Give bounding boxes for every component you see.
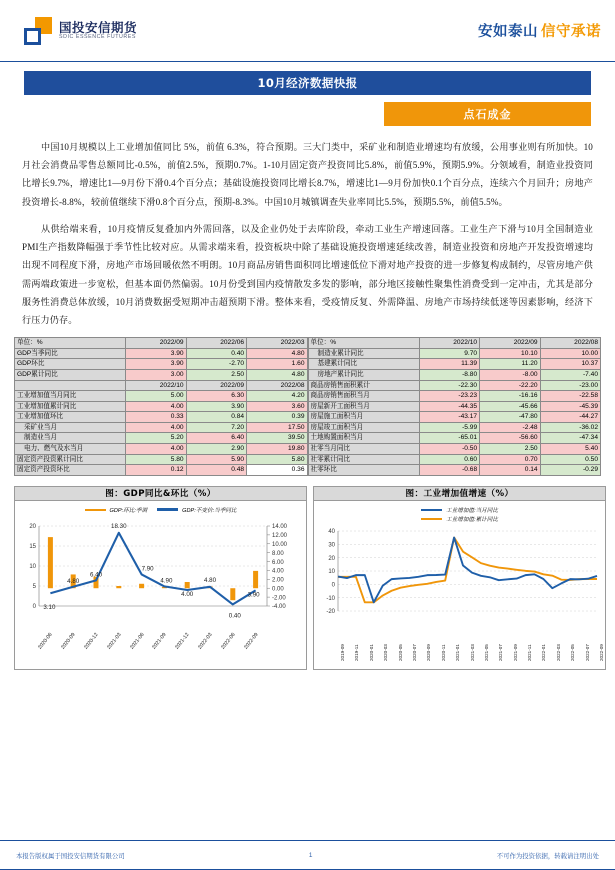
table-cell-value: -23.00 xyxy=(540,380,600,391)
table-row xyxy=(15,348,308,359)
table-cell-value: -2.70 xyxy=(186,359,246,370)
paragraph-2: 从供给端来看，10月疫情反复叠加内外需回落，以及企业仍处于去库阶段，牵动工业生产增速回落。工业生产下滑与10月全国制造业PMI生产指数降幅强于季节性比较对应。从需求端来看，投资板块中除了基础设施投资增速延续改善，制造业投资和房地产开发投资增速均出现不同程度下滑，房地产市场回暖依然不明朗。10月商品房销售面积同比增速低位下滑对地产投资的进一步修复构成制约，尽管房地产供需两端政策进一步宽松，但基本面仍然偏弱。10月份受到国内疫情散发多发的影响，部分地区接触性聚集性消费受到一定冲击，尤其是部分服务性消费总体放缓，10月消费数据受短期冲击超预期下滑。整体来看，受疫情反复、外需降温、房地产市场持续低迷等因素影响，经济下行压力仍存。 xyxy=(22,223,593,325)
chart-industrial-xtick: 2021-07 xyxy=(498,643,504,661)
table-column-header: 2022/09 xyxy=(186,380,246,391)
svg-text:2.00: 2.00 xyxy=(272,577,284,584)
table-cell-value: 4.80 xyxy=(247,369,307,380)
table-row-label: 房屋竣工面积当月 xyxy=(308,422,419,433)
chart-industrial-svg xyxy=(314,523,605,627)
svg-text:-10: -10 xyxy=(326,595,335,602)
table-row xyxy=(15,422,308,433)
table-cell-value: 3.90 xyxy=(186,401,246,412)
page-header xyxy=(0,0,615,62)
chart-industrial-xtick: 2021-05 xyxy=(483,643,489,661)
table-cell-value: 5.00 xyxy=(126,391,186,402)
table-row-label: 房屋新开工面积当月 xyxy=(308,401,419,412)
table-row-label: 采矿业当月 xyxy=(15,422,126,433)
table-cell-value: 0.40 xyxy=(186,348,246,359)
table-header-row xyxy=(15,338,308,349)
chart-industrial-xtick: 2020-11 xyxy=(440,644,446,661)
table-cell-value: 0.36 xyxy=(247,465,307,476)
chart-industrial-xtick: 2021-09 xyxy=(512,643,518,661)
table-row xyxy=(308,465,601,476)
data-tables xyxy=(14,337,601,476)
svg-text:0: 0 xyxy=(331,582,335,589)
table-column-header: 2022/08 xyxy=(540,338,600,349)
legend-item-gdp-yoy xyxy=(157,506,236,514)
chart-industrial-xtick: 2020-05 xyxy=(397,643,403,661)
legend-label-ind-mom: 工业增加值:当月同比 xyxy=(446,507,498,514)
table-header-row xyxy=(308,338,601,349)
table-unit-label: 单位：% xyxy=(308,338,419,349)
chart-gdp-legend xyxy=(15,506,306,514)
table-row-label: 固定资产投资环比 xyxy=(15,465,126,476)
paragraph-1: 中国10月规模以上工业增加值同比 5%，前值 6.3%，符合预期。三大门类中，采矿业和制造业增速均有放缓，公用事业则有所加快。10月社会消费品零售总额同比-0.5%，前值2.5%，预期0.7%。1-10月固定资产投资同比5.8%，前值5.9%，预期5.9%。分领域看，制造业投资同比增长9.7%，增速比1—9月份下滑0.4个百分点；基础设施投资同比增长8.7%，增速比1—9月份加快0.1个百分点，连续六个月回升；房地产投资增长-8.8%，较前值继续下滑0.8个百分点，预期-8.3%。中国10月城镇调查失业率同比5.5%，预期5.5%，前值5.5%。 xyxy=(22,142,593,207)
article-body xyxy=(22,138,593,329)
table-unit-label xyxy=(15,380,126,391)
svg-text:14.00: 14.00 xyxy=(272,524,288,531)
chart-industrial-xtick: 2019-11 xyxy=(354,644,360,661)
table-column-header: 2022/10 xyxy=(126,380,186,391)
table-cell-value: 3.90 xyxy=(126,348,186,359)
slogan-right: 信守承诺 xyxy=(541,24,601,40)
logo-mark-icon xyxy=(24,17,52,45)
table-cell-value: 2.50 xyxy=(186,369,246,380)
table-row xyxy=(15,433,308,444)
table-cell-value: -44.27 xyxy=(540,412,600,423)
svg-text:18.30: 18.30 xyxy=(111,522,127,530)
chart-industrial-xtick: 2020-09 xyxy=(426,643,432,661)
legend-swatch-blue-icon xyxy=(157,508,178,511)
table-cell-value: 0.12 xyxy=(126,465,186,476)
svg-text:10.00: 10.00 xyxy=(272,541,288,548)
table-right-wrap xyxy=(308,337,602,476)
table-row xyxy=(308,359,601,370)
svg-text:20: 20 xyxy=(328,555,335,562)
table-cell-value: -8.00 xyxy=(480,369,540,380)
table-cell-value: 5.20 xyxy=(126,433,186,444)
logo-name-en: SDIC ESSENCE FUTURES xyxy=(59,33,136,40)
table-row xyxy=(15,369,308,380)
svg-text:30: 30 xyxy=(328,542,335,549)
table-cell-value: -47.34 xyxy=(540,433,600,444)
table-row-label: 社零累计同比 xyxy=(308,454,419,465)
table-row xyxy=(308,391,601,402)
chart-industrial-xtick: 2020-03 xyxy=(383,643,389,661)
table-cell-value: 3.60 xyxy=(247,401,307,412)
gold-bar-row xyxy=(24,102,591,126)
chart-industrial-xtick: 2022-05 xyxy=(570,643,576,661)
table-row-label: 电力、燃气及水当月 xyxy=(15,444,126,455)
svg-text:8.00: 8.00 xyxy=(272,550,284,557)
svg-text:6.40: 6.40 xyxy=(89,571,103,579)
chart-industrial-xaxis-labels xyxy=(314,627,605,667)
svg-text:12.00: 12.00 xyxy=(272,532,288,539)
svg-text:3.90: 3.90 xyxy=(247,591,260,599)
chart-industrial-xtick: 2022-03 xyxy=(555,643,561,661)
chart-gdp-xtick: 2022-06 xyxy=(219,631,237,651)
table-cell-value: -44.35 xyxy=(419,401,479,412)
table-column-header: 2022/09 xyxy=(126,338,186,349)
table-row xyxy=(15,454,308,465)
table-cell-value: 0.48 xyxy=(186,465,246,476)
svg-text:4.90: 4.90 xyxy=(160,577,173,585)
table-cell-value: 0.84 xyxy=(186,412,246,423)
chart-industrial-xtick: 2021-03 xyxy=(469,643,475,661)
table-cell-value: 4.20 xyxy=(247,391,307,402)
svg-text:40: 40 xyxy=(328,529,335,536)
table-cell-value: -65.01 xyxy=(419,433,479,444)
header-slogan xyxy=(478,20,601,41)
table-cell-value: -36.02 xyxy=(540,422,600,433)
table-row-label: 社零当月同比 xyxy=(308,444,419,455)
table-row-label: 制造业累计同比 xyxy=(308,348,419,359)
table-cell-value: -45.66 xyxy=(480,401,540,412)
chart-gdp-xtick: 2021-09 xyxy=(151,631,168,651)
table-cell-value: 0.60 xyxy=(419,454,479,465)
svg-text:0.40: 0.40 xyxy=(228,612,241,620)
svg-text:20: 20 xyxy=(29,524,36,531)
legend-swatch-orange-icon xyxy=(85,509,106,512)
chart-gdp-xtick: 2021-06 xyxy=(128,631,146,651)
chart-industrial-xtick: 2020-01 xyxy=(368,643,374,661)
table-row-label: 商品房销售面积累计 xyxy=(308,380,419,391)
table-cell-value: 2.50 xyxy=(480,444,540,455)
table-cell-value: 6.40 xyxy=(186,433,246,444)
table-column-header: 2022/03 xyxy=(247,338,307,349)
table-cell-value: -22.58 xyxy=(540,391,600,402)
table-cell-value: 5.40 xyxy=(540,444,600,455)
table-cell-value: -0.68 xyxy=(419,465,479,476)
table-row-label: 工业增加值当月同比 xyxy=(15,391,126,402)
table-row-label: 工业增加值环比 xyxy=(15,412,126,423)
table-row-label: GDP当季同比 xyxy=(15,348,126,359)
table-cell-value: 5.90 xyxy=(186,454,246,465)
table-cell-value: 4.80 xyxy=(247,348,307,359)
page-footer xyxy=(0,840,615,870)
table-cell-value: -8.80 xyxy=(419,369,479,380)
chart-gdp-xtick: 2020-09 xyxy=(60,631,77,651)
company-logo xyxy=(24,17,137,45)
table-row-label: GDP累计同比 xyxy=(15,369,126,380)
table-row xyxy=(308,369,601,380)
table-left xyxy=(14,337,308,476)
chart-industrial-xtick: 2022-07 xyxy=(584,643,590,661)
chart-gdp xyxy=(14,486,307,670)
table-cell-value: 1.60 xyxy=(247,359,307,370)
table-row-label: GDP环比 xyxy=(15,359,126,370)
table-row xyxy=(308,348,601,359)
svg-text:4.80: 4.80 xyxy=(203,576,217,584)
table-cell-value: 4.00 xyxy=(126,444,186,455)
legend-label-gdp-yoy: GDP:不变价:当季同比 xyxy=(182,507,237,514)
legend-label-gdp-qoq: GDP:环比:季调 xyxy=(109,507,148,514)
logo-text xyxy=(59,21,137,41)
legend-item-ind-mom xyxy=(421,506,498,514)
table-cell-value: -2.48 xyxy=(480,422,540,433)
table-left-wrap xyxy=(14,337,308,476)
table-cell-value: -0.50 xyxy=(419,444,479,455)
table-row-label: 社零环比 xyxy=(308,465,419,476)
chart-industrial-xtick: 2021-01 xyxy=(455,643,461,661)
svg-text:4.00: 4.00 xyxy=(181,590,194,598)
legend-swatch-blue-icon xyxy=(421,509,442,512)
table-cell-value: 39.50 xyxy=(247,433,307,444)
chart-industrial-xtick: 2020-07 xyxy=(411,643,417,661)
table-cell-value: 19.80 xyxy=(247,444,307,455)
table-column-header: 2022/08 xyxy=(247,380,307,391)
table-cell-value: 4.00 xyxy=(126,401,186,412)
legend-item-gdp-qoq xyxy=(85,506,148,514)
table-cell-value: -43.17 xyxy=(419,412,479,423)
table-cell-value: -56.60 xyxy=(480,433,540,444)
svg-text:-20: -20 xyxy=(326,609,335,616)
table-cell-value: 5.80 xyxy=(126,454,186,465)
table-cell-value: -5.99 xyxy=(419,422,479,433)
table-row xyxy=(15,465,308,476)
table-row xyxy=(308,401,601,412)
table-cell-value: -16.16 xyxy=(480,391,540,402)
charts-row xyxy=(14,486,604,670)
table-cell-value: -45.39 xyxy=(540,401,600,412)
table-cell-value: 6.30 xyxy=(186,391,246,402)
chart-industrial-xtick: 2019-09 xyxy=(340,643,345,661)
table-row-label: 工业增加值累计同比 xyxy=(15,401,126,412)
table-row-label: 商品房销售面积当月 xyxy=(308,391,419,402)
chart-gdp-xtick: 2020-06 xyxy=(37,631,54,651)
svg-text:6.00: 6.00 xyxy=(272,559,284,566)
table-cell-value: 9.70 xyxy=(419,348,479,359)
chart-gdp-xtick: 2022-03 xyxy=(197,631,214,651)
table-cell-value: -22.20 xyxy=(480,380,540,391)
chart-gdp-xaxis-labels xyxy=(15,624,306,664)
chart-gdp-xtick: 2021-03 xyxy=(105,631,123,651)
table-cell-value: 4.00 xyxy=(126,422,186,433)
table-row xyxy=(15,391,308,402)
table-column-header: 2022/06 xyxy=(186,338,246,349)
svg-text:10: 10 xyxy=(29,564,36,571)
table-cell-value: 0.14 xyxy=(480,465,540,476)
table-cell-value: 10.00 xyxy=(540,348,600,359)
highlight-banner: 点石成金 xyxy=(384,102,591,126)
chart-industrial-xtick: 2022-09 xyxy=(599,643,604,661)
footer-copyright: 本报告版权属于国投安信期货有限公司 xyxy=(16,852,125,860)
logo-name-cn: 国投安信期货 xyxy=(59,19,138,35)
table-cell-value: 17.50 xyxy=(247,422,307,433)
table-cell-value: 0.39 xyxy=(247,412,307,423)
chart-industrial-legend xyxy=(314,506,605,523)
table-row xyxy=(15,444,308,455)
chart-gdp-svg xyxy=(15,514,306,624)
chart-gdp-plot xyxy=(15,514,306,624)
svg-text:10: 10 xyxy=(328,569,335,576)
page-title: 10月经济数据快报 xyxy=(24,71,591,95)
svg-text:4.80: 4.80 xyxy=(67,577,80,585)
table-cell-value: 2.90 xyxy=(186,444,246,455)
table-cell-value: 0.50 xyxy=(540,454,600,465)
svg-text:5: 5 xyxy=(32,584,36,591)
table-cell-value: -22.30 xyxy=(419,380,479,391)
table-column-header: 2022/09 xyxy=(480,338,540,349)
table-cell-value: 11.39 xyxy=(419,359,479,370)
table-row xyxy=(15,401,308,412)
table-row xyxy=(15,359,308,370)
table-row-label: 房屋施工面积当月 xyxy=(308,412,419,423)
chart-gdp-xtick: 2022-09 xyxy=(242,631,260,651)
table-row xyxy=(308,454,601,465)
table-cell-value: 10.37 xyxy=(540,359,600,370)
table-cell-value: -23.23 xyxy=(419,391,479,402)
table-column-header: 2022/10 xyxy=(419,338,479,349)
table-row xyxy=(308,380,601,391)
table-cell-value: 3.00 xyxy=(126,369,186,380)
table-row-label: 基建累计同比 xyxy=(308,359,419,370)
chart-industrial xyxy=(313,486,606,670)
table-row xyxy=(308,444,601,455)
table-cell-value: 11.20 xyxy=(480,359,540,370)
table-row xyxy=(15,412,308,423)
legend-item-ind-cum xyxy=(421,515,498,523)
chart-industrial-xtick: 2021-11 xyxy=(527,644,533,661)
logo-blue-square-icon xyxy=(24,28,41,45)
legend-swatch-orange-icon xyxy=(421,518,442,521)
table-right xyxy=(308,337,602,476)
svg-text:-2.00: -2.00 xyxy=(272,595,286,602)
footer-disclaimer: 不可作为投资依据，转载请注明出处 xyxy=(496,852,599,860)
svg-text:0: 0 xyxy=(32,604,36,611)
footer-page-number: 1 xyxy=(308,851,313,859)
table-cell-value: -7.40 xyxy=(540,369,600,380)
legend-label-ind-cum: 工业增加值:累计同比 xyxy=(446,516,498,523)
chart-industrial-xtick: 2022-01 xyxy=(541,643,547,661)
chart-gdp-xtick: 2021-12 xyxy=(174,631,191,651)
table-cell-value: 10.10 xyxy=(480,348,540,359)
table-unit-label: 单位：% xyxy=(15,338,126,349)
table-row-label: 固定资产投资累计同比 xyxy=(15,454,126,465)
chart-gdp-title: 图：GDP同比&环比（%） xyxy=(15,487,306,501)
table-row xyxy=(308,422,601,433)
svg-text:4.00: 4.00 xyxy=(272,568,284,575)
table-cell-value: -0.29 xyxy=(540,465,600,476)
chart-industrial-title: 图：工业增加值增速（%） xyxy=(314,487,605,501)
table-header-row xyxy=(15,380,308,391)
table-cell-value: -47.80 xyxy=(480,412,540,423)
svg-text:3.10: 3.10 xyxy=(43,604,56,612)
table-cell-value: 7.20 xyxy=(186,422,246,433)
table-row-label: 土地购置面积当月 xyxy=(308,433,419,444)
svg-text:-4.00: -4.00 xyxy=(272,604,286,611)
table-row xyxy=(308,412,601,423)
table-cell-value: 0.70 xyxy=(480,454,540,465)
chart-gdp-xtick: 2020-12 xyxy=(83,631,100,651)
table-row-label: 房地产累计同比 xyxy=(308,369,419,380)
table-row xyxy=(308,433,601,444)
slogan-left: 安如泰山 xyxy=(478,24,538,40)
svg-text:15: 15 xyxy=(29,544,36,551)
table-row-label: 制造业当月 xyxy=(15,433,126,444)
table-cell-value: 5.80 xyxy=(247,454,307,465)
table-cell-value: 3.90 xyxy=(126,359,186,370)
chart-industrial-plot xyxy=(314,523,605,627)
table-cell-value: 0.33 xyxy=(126,412,186,423)
svg-text:0.00: 0.00 xyxy=(272,586,284,593)
svg-text:7.90: 7.90 xyxy=(141,565,154,573)
